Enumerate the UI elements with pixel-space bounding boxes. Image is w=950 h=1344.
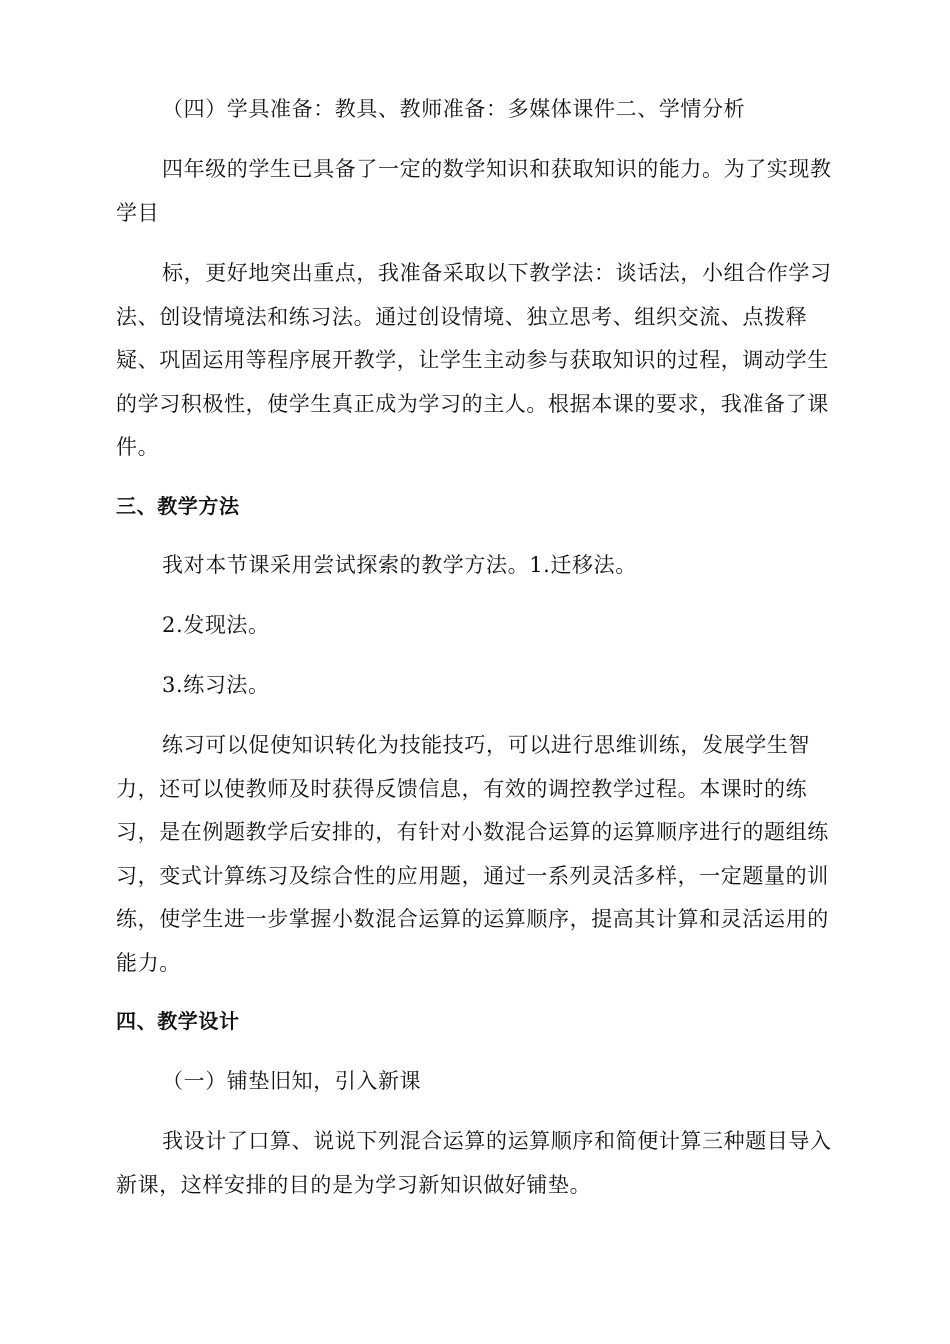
analysis-paragraph-2: 标，更好地突出重点，我准备采取以下教学法：谈话法，小组合作学习法、创设情境法和练习法。通过创设情境、独立思考、组织交流、点拨释疑、巩固运用等程序展开教学，让学生主动参与获取知识的过程，调动学生的学习积极性，使学生真正成为学习的主人。根据本课的要求，我准备了课件。 [116, 261, 832, 459]
practice-paragraph: 练习可以促使知识转化为技能技巧，可以进行思维训练，发展学生智力，还可以使教师及时获得反馈信息，有效的调控教学过程。本课时的练习，是在例题教学后安排的，有针对小数混合运算的运算顺序进行的题组练习，变式计算练习及综合性的应用题，通过一系列灵活多样，一定题量的训练，使学生进一步掌握小数混合运算的运算顺序，提高其计算和灵活运用的能力。 [116, 733, 829, 975]
analysis-paragraph-1: 四年级的学生已具备了一定的数学知识和获取知识的能力。为了实现教学目 [116, 157, 832, 225]
section-heading-methods: 三、教学方法 [116, 494, 240, 518]
section-heading-design: 四、教学设计 [116, 1009, 240, 1033]
method-item-2: 2.发现法。 [162, 613, 270, 637]
prep-line: （四）学具准备：教具、教师准备：多媒体课件二、学情分析 [162, 97, 746, 121]
method-item-3: 3.练习法。 [162, 673, 270, 697]
method-intro: 我对本节课采用尝试探索的教学方法。1.迁移法。 [162, 553, 637, 577]
design-subheading-1: （一）铺垫旧知，引入新课 [162, 1069, 422, 1093]
design-paragraph: 我设计了口算、说说下列混合运算的运算顺序和简便计算三种题目导入新课，这样安排的目的是为学习新知识做好铺垫。 [116, 1129, 832, 1197]
